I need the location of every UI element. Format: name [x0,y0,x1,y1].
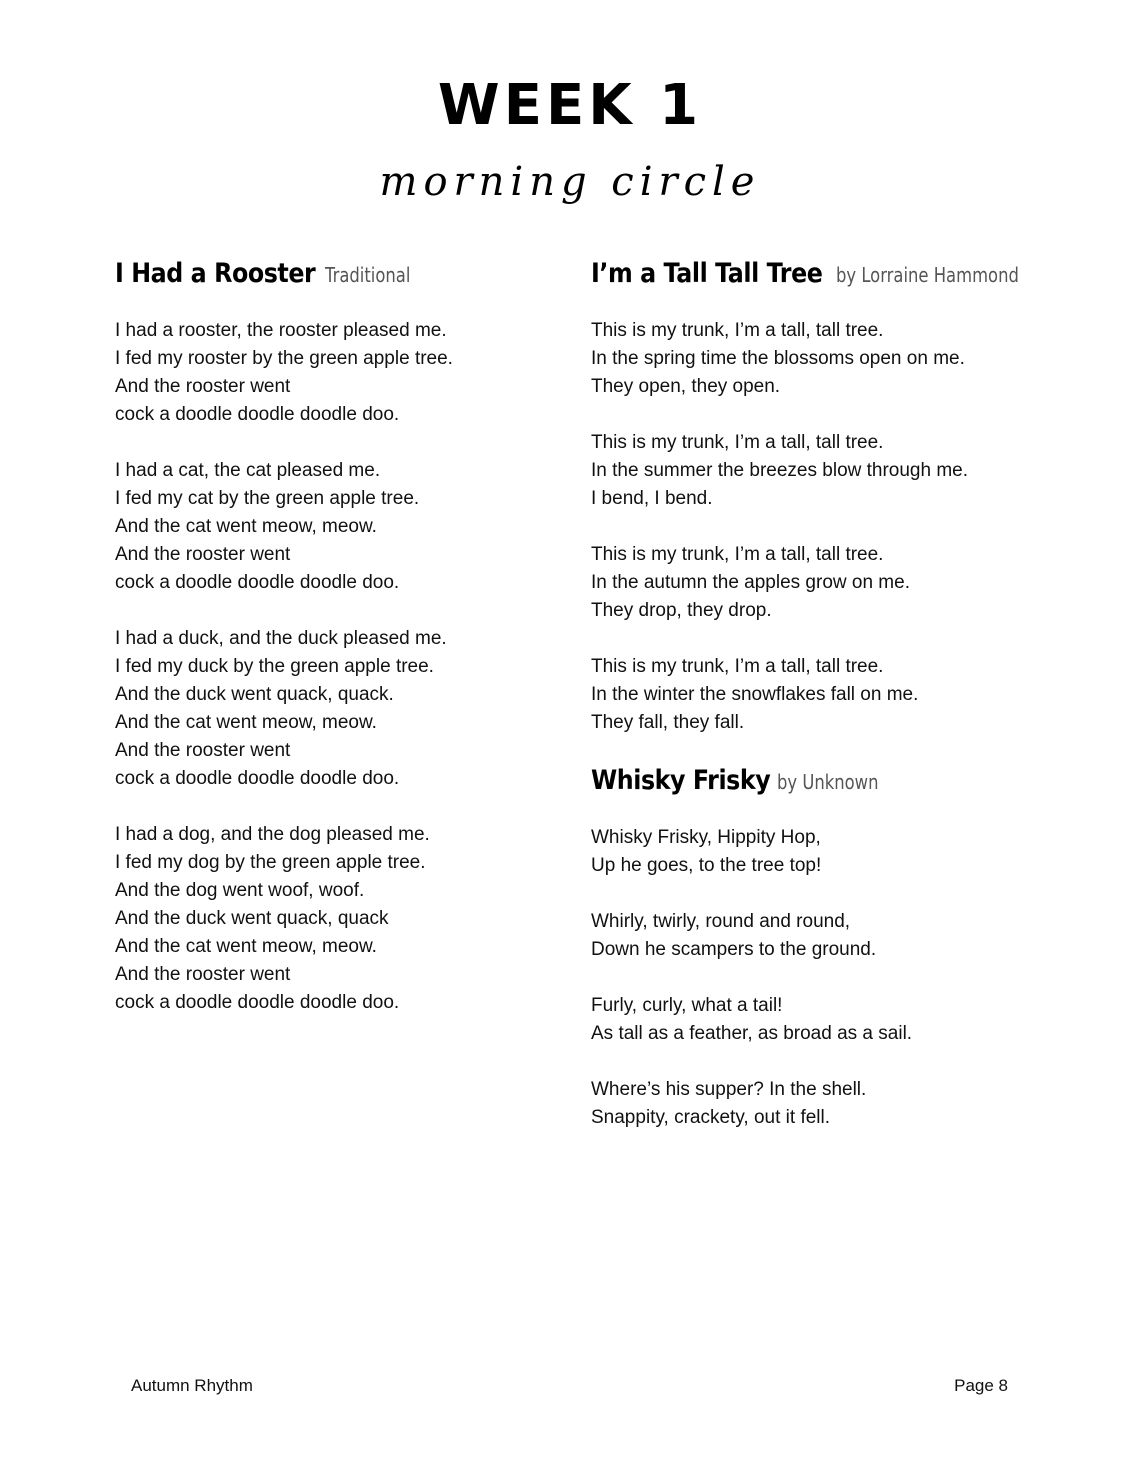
stanza [591,317,1031,401]
poem-heading [115,258,545,289]
poem [591,258,1031,737]
poem-line: They open, they open. [591,376,781,397]
poem-line: They fall, they fall. [591,712,745,733]
poem-title: Whisky Frisky [591,765,771,796]
poem-line: In the spring time the blossoms open on me. [591,348,965,369]
poem-line: Furly, curly, what a tail! [591,995,783,1016]
poem-line: This is my trunk, I’m a tall, tall tree. [591,656,884,677]
poem-line: And the rooster went [115,964,291,985]
poem-line: In the winter the snowflakes fall on me. [591,684,919,705]
poem-line: In the autumn the apples grow on me. [591,572,910,593]
poem-line: And the cat went meow, meow. [115,936,377,957]
poem-line: cock a doodle doodle doodle doo. [115,404,400,425]
poem-line: I had a duck, and the duck pleased me. [115,628,447,649]
poem-line: And the rooster went [115,544,291,565]
stanza [115,625,545,793]
poem-line: As tall as a feather, as broad as a sail. [591,1023,913,1044]
poem [591,765,1031,1132]
poem-line: I fed my rooster by the green apple tree. [115,348,453,369]
poem-line: This is my trunk, I’m a tall, tall tree. [591,544,884,565]
page-title: WEEK 1 [437,73,703,138]
poem-line: Whisky Frisky, Hippity Hop, [591,827,821,848]
poem-line: And the cat went meow, meow. [115,712,377,733]
poem-heading [591,258,1031,289]
poem-author: by Unknown [776,770,879,794]
poem-line: They drop, they drop. [591,600,772,621]
poem-line: I fed my cat by the green apple tree. [115,488,420,509]
stanza [591,908,1031,964]
poem-line: cock a doodle doodle doodle doo. [115,768,400,789]
poem-line: Down he scampers to the ground. [591,939,877,960]
poem-line: I bend, I bend. [591,488,713,509]
stanza [591,992,1031,1048]
poem-line: And the duck went quack, quack [115,908,389,929]
poem [115,258,545,1017]
poem-line: This is my trunk, I’m a tall, tall tree. [591,432,884,453]
stanza [591,429,1031,513]
stanza [591,824,1031,880]
poem-line: Up he goes, to the tree top! [591,855,822,876]
poem-line: In the summer the breezes blow through me. [591,460,969,481]
left-column [115,258,545,1045]
footer-document-title: Autumn Rhythm [131,1376,253,1395]
poem-line: cock a doodle doodle doodle doo. [115,992,400,1013]
poem-line: cock a doodle doodle doodle doo. [115,572,400,593]
poem-author: Traditional [324,263,411,287]
poem-line: And the dog went woof, woof. [115,880,365,901]
stanza [115,457,545,597]
poem-title: I Had a Rooster [115,258,316,289]
poem-line: And the rooster went [115,376,291,397]
poem-line: I fed my dog by the green apple tree. [115,852,426,873]
stanza [591,653,1031,737]
poem-line: I had a dog, and the dog pleased me. [115,824,430,845]
stanza [591,541,1031,625]
right-column [591,258,1031,1160]
poem-author: by Lorraine Hammond [835,263,1019,287]
poem-line: This is my trunk, I’m a tall, tall tree. [591,320,884,341]
page-subtitle: morning circle [379,159,761,205]
poem-line: Whirly, twirly, round and round, [591,911,851,932]
stanza [115,317,545,429]
poem-line: Snappity, crackety, out it fell. [591,1107,831,1128]
poem-line: I had a rooster, the rooster pleased me. [115,320,447,341]
stanza [115,821,545,1017]
poem-line: Where’s his supper? In the shell. [591,1079,867,1100]
poem-line: And the duck went quack, quack. [115,684,394,705]
poem-title: I’m a Tall Tall Tree [591,258,823,289]
poem-line: I fed my duck by the green apple tree. [115,656,434,677]
poem-heading [591,765,1031,796]
stanza [591,1076,1031,1132]
footer-page-number: Page 8 [954,1376,1008,1395]
poem-line: I had a cat, the cat pleased me. [115,460,381,481]
poem-line: And the cat went meow, meow. [115,516,377,537]
poem-line: And the rooster went [115,740,291,761]
